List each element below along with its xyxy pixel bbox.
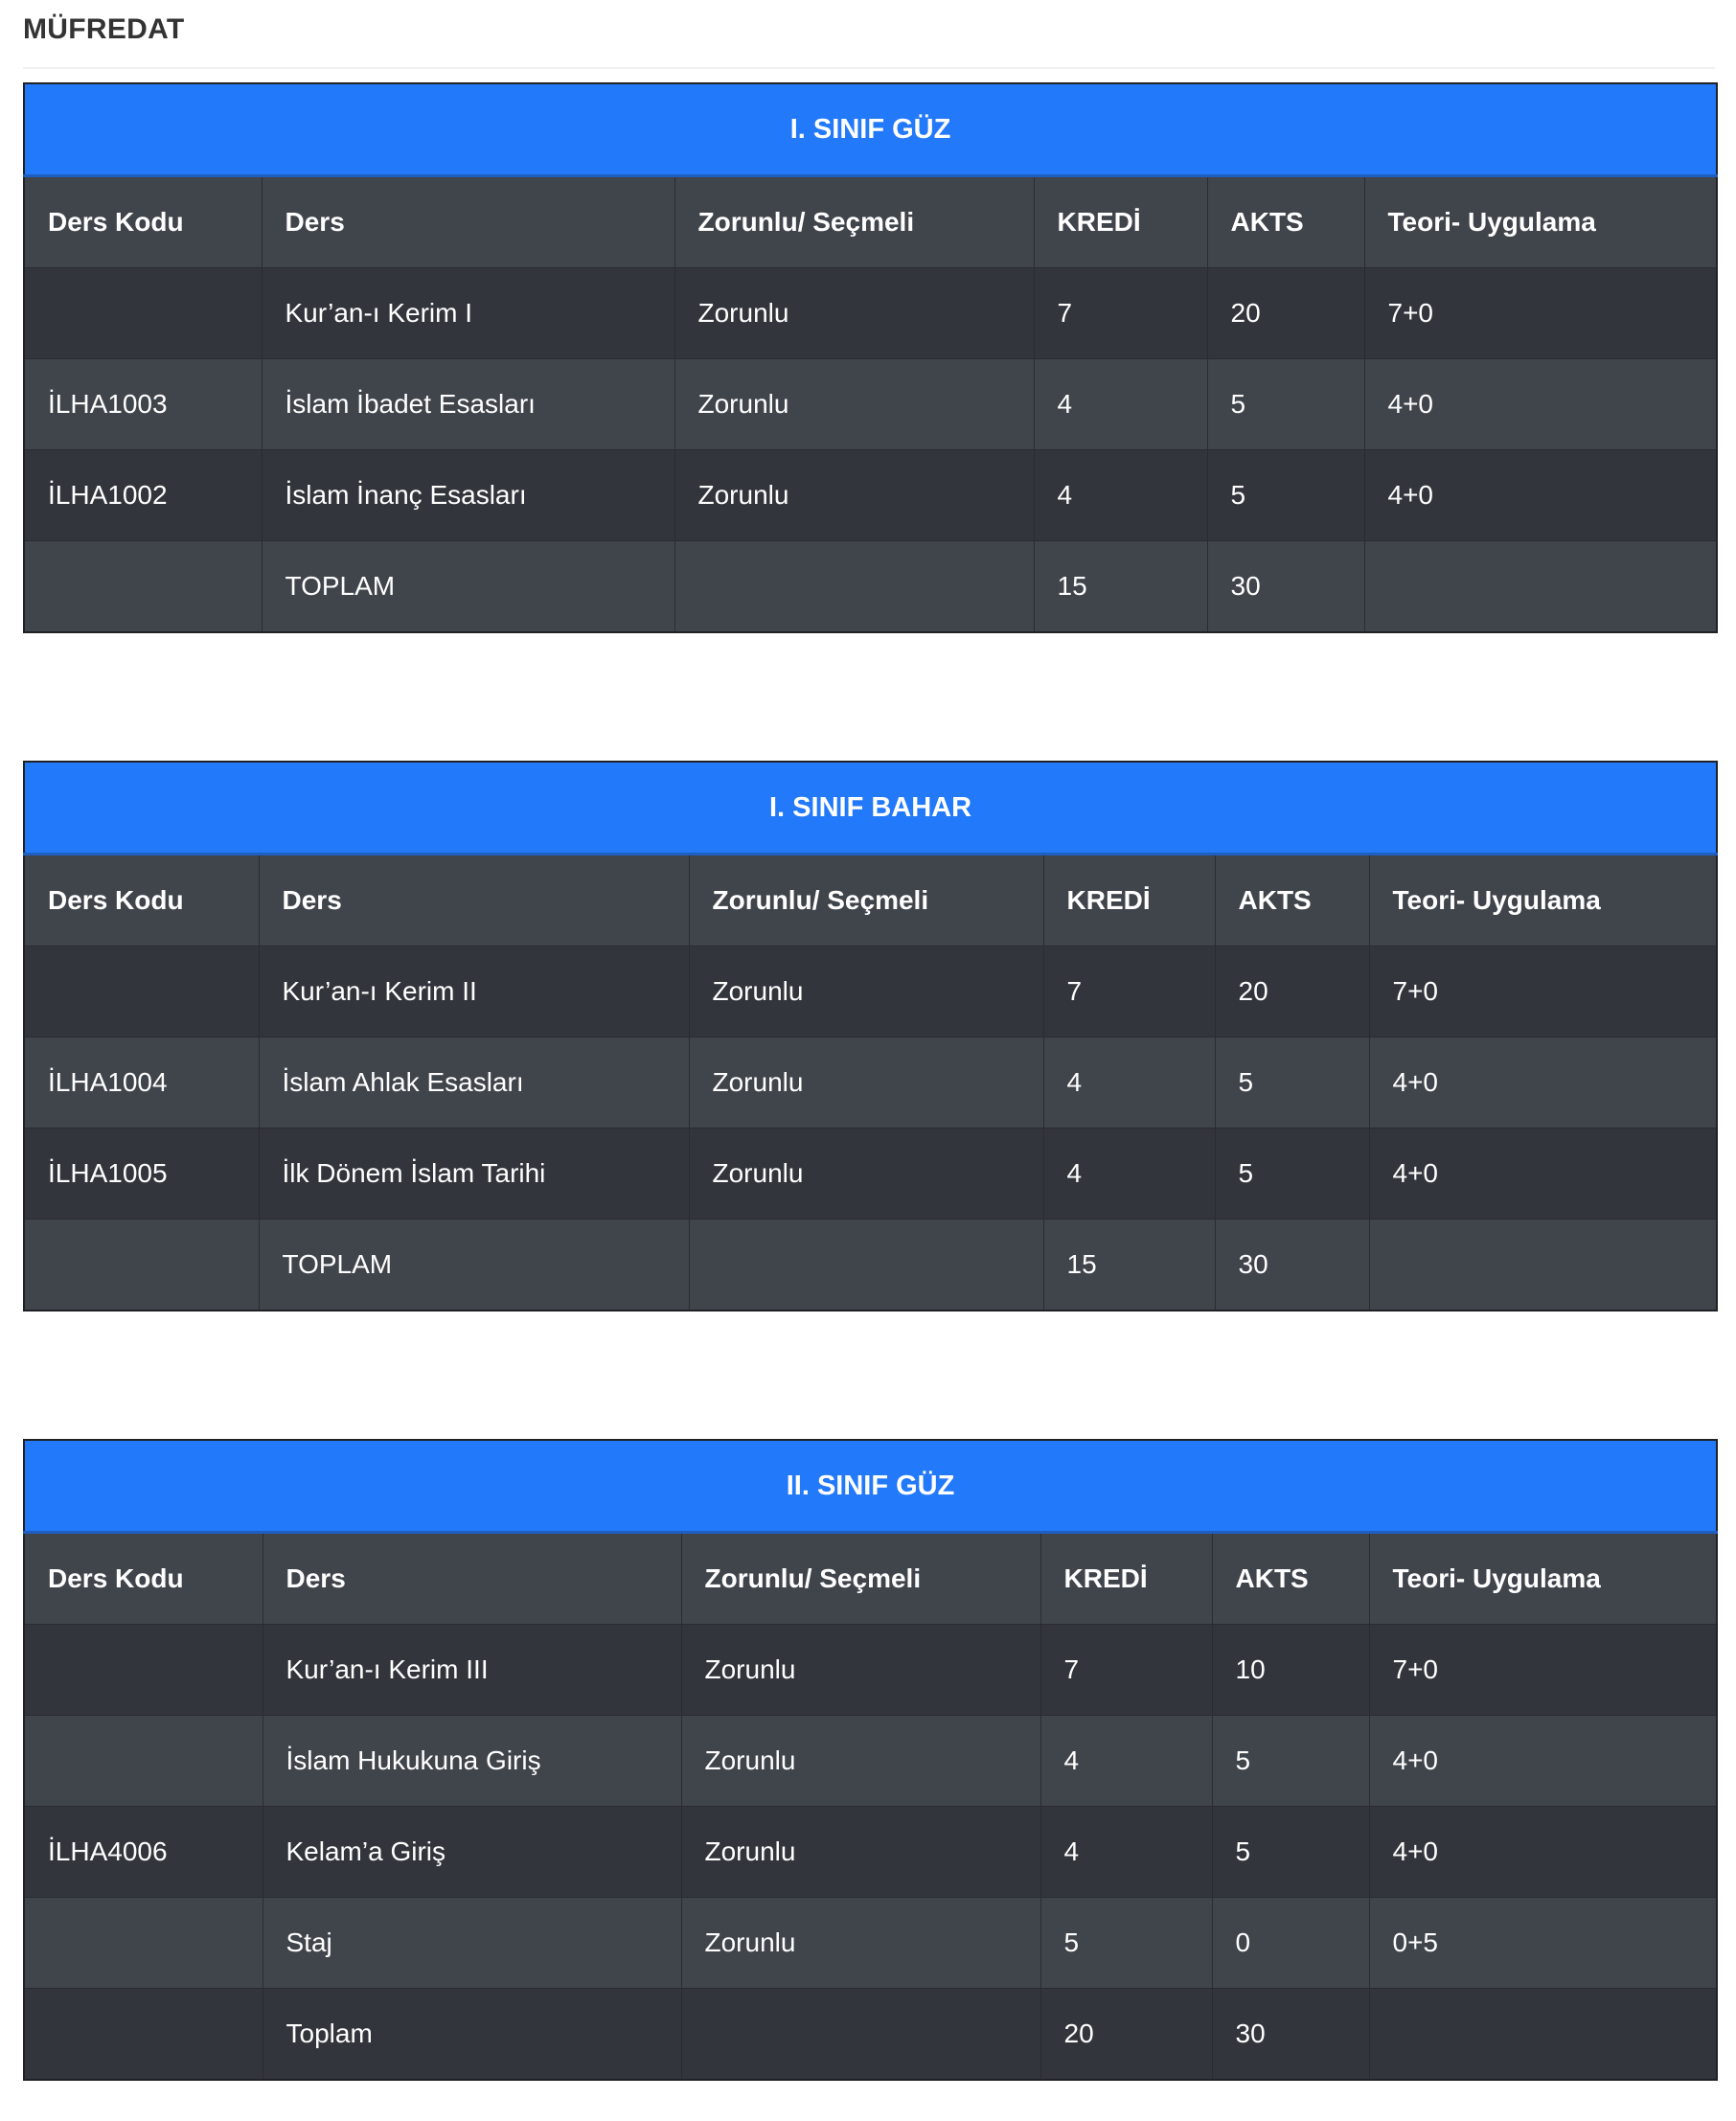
table-row: [24, 1807, 1717, 1898]
credit-cell: 7: [1034, 268, 1207, 359]
total-label-cell: Toplam: [263, 1989, 681, 2081]
course-code-cell: [24, 1625, 263, 1716]
course-name-cell: Kur’an-ı Kerim II: [259, 946, 689, 1038]
table-caption: I. SINIF GÜZ: [24, 83, 1717, 176]
course-type-cell: Zorunlu: [674, 359, 1034, 450]
akts-cell: 5: [1215, 1038, 1369, 1129]
course-type-cell: Zorunlu: [689, 1038, 1043, 1129]
theory-practice-cell: [1369, 1989, 1717, 2081]
theory-practice-cell: 4+0: [1364, 450, 1717, 541]
course-type-cell: Zorunlu: [681, 1807, 1040, 1898]
column-header-ders: Ders: [259, 855, 689, 946]
credit-cell: 4: [1040, 1807, 1212, 1898]
theory-practice-cell: 0+5: [1369, 1898, 1717, 1989]
akts-cell: 5: [1207, 359, 1364, 450]
curriculum-table-1-sinif-bahar: [23, 761, 1718, 1311]
course-type-cell: [681, 1989, 1040, 2081]
akts-cell: 5: [1212, 1807, 1369, 1898]
table-row: [24, 1038, 1717, 1129]
course-name-cell: İslam İbadet Esasları: [262, 359, 674, 450]
column-header-row: [24, 855, 1717, 946]
credit-cell: 7: [1043, 946, 1215, 1038]
column-header-akts: AKTS: [1212, 1533, 1369, 1625]
course-name-cell: İslam İnanç Esasları: [262, 450, 674, 541]
column-header-teori-uygulama: Teori- Uygulama: [1369, 1533, 1717, 1625]
credit-cell: 4: [1034, 359, 1207, 450]
table-row: [24, 1898, 1717, 1989]
credit-cell: 4: [1043, 1129, 1215, 1220]
column-header-kredi: KREDİ: [1043, 855, 1215, 946]
total-credit-cell: 20: [1040, 1989, 1212, 2081]
column-header-ders-kodu: Ders Kodu: [24, 176, 262, 268]
course-name-cell: Staj: [263, 1898, 681, 1989]
column-header-ders-kodu: Ders Kodu: [24, 855, 259, 946]
credit-cell: 4: [1043, 1038, 1215, 1129]
course-type-cell: [689, 1220, 1043, 1311]
akts-cell: 5: [1215, 1129, 1369, 1220]
credit-cell: 4: [1040, 1716, 1212, 1807]
course-name-cell: Kur’an-ı Kerim III: [263, 1625, 681, 1716]
table-row: [24, 450, 1717, 541]
column-header-zorunlu-secmeli: Zorunlu/ Seçmeli: [689, 855, 1043, 946]
course-name-cell: Kelam’a Giriş: [263, 1807, 681, 1898]
theory-practice-cell: 4+0: [1369, 1129, 1717, 1220]
table-row: [24, 268, 1717, 359]
course-type-cell: Zorunlu: [681, 1625, 1040, 1716]
column-header-akts: AKTS: [1215, 855, 1369, 946]
total-label-cell: TOPLAM: [259, 1220, 689, 1311]
akts-cell: 20: [1215, 946, 1369, 1038]
course-code-cell: [24, 1716, 263, 1807]
column-header-teori-uygulama: Teori- Uygulama: [1369, 855, 1717, 946]
theory-practice-cell: [1364, 541, 1717, 633]
course-name-cell: Kur’an-ı Kerim I: [262, 268, 674, 359]
credit-cell: 5: [1040, 1898, 1212, 1989]
table-row: [24, 359, 1717, 450]
total-credit-cell: 15: [1034, 541, 1207, 633]
theory-practice-cell: 4+0: [1369, 1716, 1717, 1807]
course-code-cell: İLHA1005: [24, 1129, 259, 1220]
course-code-cell: İLHA1002: [24, 450, 262, 541]
column-header-zorunlu-secmeli: Zorunlu/ Seçmeli: [674, 176, 1034, 268]
table-row: [24, 1129, 1717, 1220]
total-credit-cell: 15: [1043, 1220, 1215, 1311]
course-type-cell: Zorunlu: [681, 1716, 1040, 1807]
course-code-cell: [24, 541, 262, 633]
column-header-kredi: KREDİ: [1034, 176, 1207, 268]
column-header-ders: Ders: [263, 1533, 681, 1625]
course-code-cell: [24, 1898, 263, 1989]
column-header-kredi: KREDİ: [1040, 1533, 1212, 1625]
course-code-cell: [24, 268, 262, 359]
column-header-teori-uygulama: Teori- Uygulama: [1364, 176, 1717, 268]
credit-cell: 7: [1040, 1625, 1212, 1716]
course-type-cell: Zorunlu: [689, 946, 1043, 1038]
theory-practice-cell: 7+0: [1364, 268, 1717, 359]
table-caption: I. SINIF BAHAR: [24, 762, 1717, 855]
course-code-cell: İLHA4006: [24, 1807, 263, 1898]
theory-practice-cell: [1369, 1220, 1717, 1311]
total-row: [24, 1989, 1717, 2081]
page-title: MÜFREDAT: [23, 13, 185, 45]
course-code-cell: [24, 1989, 263, 2081]
course-code-cell: [24, 946, 259, 1038]
total-akts-cell: 30: [1212, 1989, 1369, 2081]
table-row: [24, 1716, 1717, 1807]
course-type-cell: Zorunlu: [674, 450, 1034, 541]
total-akts-cell: 30: [1207, 541, 1364, 633]
course-type-cell: Zorunlu: [689, 1129, 1043, 1220]
course-name-cell: İlk Dönem İslam Tarihi: [259, 1129, 689, 1220]
table-caption: II. SINIF GÜZ: [24, 1440, 1717, 1533]
theory-practice-cell: 4+0: [1364, 359, 1717, 450]
column-header-ders-kodu: Ders Kodu: [24, 1533, 263, 1625]
course-code-cell: İLHA1004: [24, 1038, 259, 1129]
theory-practice-cell: 4+0: [1369, 1807, 1717, 1898]
course-type-cell: Zorunlu: [674, 268, 1034, 359]
column-header-row: [24, 176, 1717, 268]
column-header-zorunlu-secmeli: Zorunlu/ Seçmeli: [681, 1533, 1040, 1625]
credit-cell: 4: [1034, 450, 1207, 541]
table-row: [24, 946, 1717, 1038]
title-divider: [23, 67, 1715, 69]
akts-cell: 20: [1207, 268, 1364, 359]
course-code-cell: [24, 1220, 259, 1311]
akts-cell: 5: [1212, 1716, 1369, 1807]
curriculum-table-1-sinif-guz: [23, 82, 1718, 633]
course-name-cell: İslam Hukukuna Giriş: [263, 1716, 681, 1807]
column-header-row: [24, 1533, 1717, 1625]
curriculum-table-2-sinif-guz: [23, 1439, 1718, 2081]
table-row: [24, 1625, 1717, 1716]
akts-cell: 0: [1212, 1898, 1369, 1989]
course-name-cell: İslam Ahlak Esasları: [259, 1038, 689, 1129]
course-type-cell: Zorunlu: [681, 1898, 1040, 1989]
theory-practice-cell: 7+0: [1369, 1625, 1717, 1716]
course-code-cell: İLHA1003: [24, 359, 262, 450]
course-type-cell: [674, 541, 1034, 633]
theory-practice-cell: 7+0: [1369, 946, 1717, 1038]
column-header-ders: Ders: [262, 176, 674, 268]
theory-practice-cell: 4+0: [1369, 1038, 1717, 1129]
total-akts-cell: 30: [1215, 1220, 1369, 1311]
akts-cell: 10: [1212, 1625, 1369, 1716]
column-header-akts: AKTS: [1207, 176, 1364, 268]
total-label-cell: TOPLAM: [262, 541, 674, 633]
total-row: [24, 1220, 1717, 1311]
total-row: [24, 541, 1717, 633]
akts-cell: 5: [1207, 450, 1364, 541]
